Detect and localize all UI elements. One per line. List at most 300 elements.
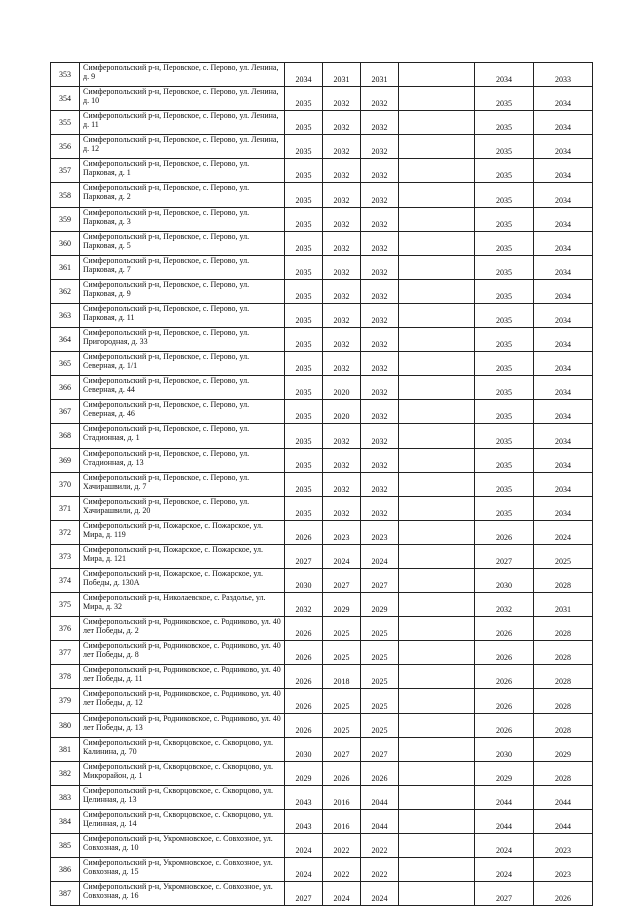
year-cell-3: 2032 [361,135,399,159]
year-cell-5: 2035 [475,255,534,279]
table-row [51,858,593,882]
year-cell-1: 2035 [285,207,323,231]
year-cell-6: 2034 [534,328,593,352]
year-cell-2: 2032 [323,496,361,520]
year-cell-1: 2026 [285,520,323,544]
table-row [51,255,593,279]
year-cell-5: 2034 [475,63,534,87]
year-cell-1: 2035 [285,424,323,448]
address-cell: Симферопольский р-н, Перовское, с. Перово, ул. Ленина, д. 10 [80,87,285,111]
year-cell-6: 2028 [534,665,593,689]
empty-cell [399,665,475,689]
year-cell-6: 2034 [534,111,593,135]
table-row [51,761,593,785]
year-cell-3: 2032 [361,472,399,496]
table-row [51,689,593,713]
address-register-table [50,62,593,906]
year-cell-3: 2032 [361,328,399,352]
year-cell-5: 2026 [475,520,534,544]
year-cell-2: 2020 [323,376,361,400]
year-cell-1: 2030 [285,568,323,592]
address-cell: Симферопольский р-н, Скворцовское, с. Скворцово, ул. Целинная, д. 13 [80,785,285,809]
empty-cell [399,593,475,617]
year-cell-2: 2025 [323,617,361,641]
row-number: 373 [51,544,80,568]
year-cell-1: 2024 [285,858,323,882]
empty-cell [399,617,475,641]
year-cell-3: 2032 [361,448,399,472]
year-cell-3: 2024 [361,882,399,906]
year-cell-2: 2024 [323,882,361,906]
year-cell-6: 2028 [534,617,593,641]
table-row [51,665,593,689]
table-row [51,328,593,352]
year-cell-3: 2032 [361,87,399,111]
year-cell-2: 2032 [323,279,361,303]
row-number: 361 [51,255,80,279]
year-cell-2: 2032 [323,159,361,183]
row-number: 357 [51,159,80,183]
year-cell-2: 2032 [323,352,361,376]
year-cell-2: 2032 [323,472,361,496]
year-cell-5: 2035 [475,231,534,255]
empty-cell [399,520,475,544]
row-number: 363 [51,303,80,327]
empty-cell [399,809,475,833]
year-cell-6: 2034 [534,159,593,183]
year-cell-3: 2025 [361,665,399,689]
empty-cell [399,761,475,785]
address-cell: Симферопольский р-н, Пожарское, с. Пожарское, ул. Мира, д. 119 [80,520,285,544]
year-cell-5: 2026 [475,641,534,665]
year-cell-6: 2028 [534,641,593,665]
address-cell: Симферопольский р-н, Перовское, с. Перово, ул. Северная, д. 1/1 [80,352,285,376]
year-cell-3: 2025 [361,617,399,641]
table-body [51,63,593,906]
year-cell-1: 2035 [285,231,323,255]
address-cell: Симферопольский р-н, Родниковское, с. Родниково, ул. 40 лет Победы, д. 12 [80,689,285,713]
year-cell-3: 2031 [361,63,399,87]
address-cell: Симферопольский р-н, Перовское, с. Перово, ул. Парковая, д. 3 [80,207,285,231]
row-number: 378 [51,665,80,689]
year-cell-6: 2034 [534,255,593,279]
empty-cell [399,328,475,352]
row-number: 355 [51,111,80,135]
year-cell-5: 2029 [475,761,534,785]
row-number: 353 [51,63,80,87]
empty-cell [399,87,475,111]
address-cell: Симферопольский р-н, Укромновское, с. Совхозное, ул. Совхозная, д. 16 [80,882,285,906]
year-cell-3: 2026 [361,761,399,785]
empty-cell [399,834,475,858]
year-cell-6: 2034 [534,135,593,159]
year-cell-1: 2032 [285,593,323,617]
table-row [51,352,593,376]
row-number: 376 [51,617,80,641]
address-cell: Симферопольский р-н, Перовское, с. Перово, ул. Парковая, д. 11 [80,303,285,327]
year-cell-2: 2029 [323,593,361,617]
year-cell-6: 2034 [534,207,593,231]
table-row [51,472,593,496]
table-row [51,568,593,592]
empty-cell [399,135,475,159]
row-number: 386 [51,858,80,882]
row-number: 365 [51,352,80,376]
row-number: 368 [51,424,80,448]
year-cell-1: 2029 [285,761,323,785]
row-number: 385 [51,834,80,858]
year-cell-3: 2032 [361,279,399,303]
year-cell-6: 2024 [534,520,593,544]
row-number: 372 [51,520,80,544]
year-cell-1: 2043 [285,785,323,809]
year-cell-6: 2033 [534,63,593,87]
table-row [51,207,593,231]
empty-cell [399,544,475,568]
table-row [51,424,593,448]
year-cell-6: 2034 [534,400,593,424]
year-cell-3: 2032 [361,303,399,327]
table-row [51,544,593,568]
year-cell-1: 2027 [285,882,323,906]
row-number: 381 [51,737,80,761]
address-cell: Симферопольский р-н, Перовское, с. Перово, ул. Пригородная, д. 33 [80,328,285,352]
empty-cell [399,568,475,592]
year-cell-6: 2023 [534,858,593,882]
year-cell-2: 2032 [323,448,361,472]
row-number: 358 [51,183,80,207]
empty-cell [399,882,475,906]
year-cell-1: 2035 [285,183,323,207]
year-cell-2: 2025 [323,641,361,665]
year-cell-1: 2026 [285,665,323,689]
year-cell-3: 2032 [361,352,399,376]
year-cell-1: 2043 [285,809,323,833]
year-cell-3: 2022 [361,834,399,858]
year-cell-2: 2032 [323,424,361,448]
row-number: 377 [51,641,80,665]
row-number: 369 [51,448,80,472]
table-row [51,520,593,544]
table-row [51,303,593,327]
year-cell-1: 2035 [285,496,323,520]
year-cell-1: 2026 [285,713,323,737]
address-cell: Симферопольский р-н, Скворцовское, с. Скворцово, ул. Микрорайон, д. 1 [80,761,285,785]
year-cell-5: 2024 [475,834,534,858]
empty-cell [399,231,475,255]
year-cell-2: 2016 [323,785,361,809]
row-number: 360 [51,231,80,255]
row-number: 380 [51,713,80,737]
empty-cell [399,376,475,400]
empty-cell [399,472,475,496]
year-cell-3: 2025 [361,689,399,713]
year-cell-2: 2025 [323,713,361,737]
year-cell-1: 2035 [285,448,323,472]
table-row [51,279,593,303]
year-cell-1: 2035 [285,472,323,496]
year-cell-2: 2020 [323,400,361,424]
year-cell-5: 2035 [475,279,534,303]
year-cell-3: 2024 [361,544,399,568]
year-cell-3: 2027 [361,737,399,761]
year-cell-6: 2034 [534,376,593,400]
year-cell-5: 2035 [475,376,534,400]
year-cell-3: 2029 [361,593,399,617]
address-cell: Симферопольский р-н, Скворцовское, с. Скворцово, ул. Целинная, д. 14 [80,809,285,833]
year-cell-6: 2028 [534,713,593,737]
year-cell-2: 2026 [323,761,361,785]
year-cell-2: 2022 [323,858,361,882]
empty-cell [399,737,475,761]
address-cell: Симферопольский р-н, Перовское, с. Перово, ул. Северная, д. 46 [80,400,285,424]
year-cell-1: 2035 [285,135,323,159]
year-cell-5: 2027 [475,882,534,906]
year-cell-1: 2035 [285,159,323,183]
year-cell-6: 2044 [534,809,593,833]
year-cell-2: 2032 [323,87,361,111]
year-cell-3: 2032 [361,231,399,255]
row-number: 384 [51,809,80,833]
year-cell-5: 2035 [475,303,534,327]
empty-cell [399,352,475,376]
year-cell-2: 2032 [323,207,361,231]
table-row [51,737,593,761]
year-cell-5: 2035 [475,159,534,183]
year-cell-3: 2032 [361,159,399,183]
row-number: 387 [51,882,80,906]
year-cell-2: 2032 [323,255,361,279]
address-cell: Симферопольский р-н, Пожарское, с. Пожарское, ул. Мира, д. 121 [80,544,285,568]
address-cell: Симферопольский р-н, Перовское, с. Перово, ул. Парковая, д. 5 [80,231,285,255]
year-cell-5: 2035 [475,424,534,448]
address-cell: Симферопольский р-н, Перовское, с. Перово, ул. Стадионная, д. 13 [80,448,285,472]
year-cell-1: 2035 [285,376,323,400]
year-cell-6: 2034 [534,303,593,327]
year-cell-6: 2029 [534,737,593,761]
empty-cell [399,858,475,882]
year-cell-2: 2023 [323,520,361,544]
empty-cell [399,207,475,231]
year-cell-5: 2035 [475,183,534,207]
address-cell: Симферопольский р-н, Перовское, с. Перово, ул. Стадионная, д. 1 [80,424,285,448]
year-cell-2: 2032 [323,135,361,159]
year-cell-2: 2027 [323,568,361,592]
year-cell-3: 2044 [361,785,399,809]
row-number: 371 [51,496,80,520]
table-row [51,376,593,400]
year-cell-1: 2035 [285,87,323,111]
year-cell-6: 2044 [534,785,593,809]
table-row [51,63,593,87]
year-cell-3: 2023 [361,520,399,544]
year-cell-6: 2034 [534,87,593,111]
year-cell-5: 2035 [475,448,534,472]
year-cell-3: 2032 [361,376,399,400]
year-cell-6: 2028 [534,761,593,785]
year-cell-5: 2030 [475,737,534,761]
address-cell: Симферопольский р-н, Перовское, с. Перово, ул. Парковая, д. 1 [80,159,285,183]
row-number: 382 [51,761,80,785]
empty-cell [399,641,475,665]
table-row [51,713,593,737]
year-cell-6: 2034 [534,279,593,303]
address-cell: Симферопольский р-н, Укромновское, с. Совхозное, ул. Совхозная, д. 15 [80,858,285,882]
address-cell: Симферопольский р-н, Перовское, с. Перово, ул. Парковая, д. 7 [80,255,285,279]
year-cell-5: 2030 [475,568,534,592]
year-cell-3: 2032 [361,207,399,231]
year-cell-5: 2035 [475,352,534,376]
address-cell: Симферопольский р-н, Перовское, с. Перово, ул. Ленина, д. 9 [80,63,285,87]
year-cell-1: 2035 [285,279,323,303]
table-row [51,809,593,833]
year-cell-1: 2035 [285,111,323,135]
row-number: 379 [51,689,80,713]
year-cell-5: 2044 [475,785,534,809]
year-cell-2: 2016 [323,809,361,833]
table-row [51,231,593,255]
year-cell-2: 2022 [323,834,361,858]
empty-cell [399,303,475,327]
address-cell: Симферопольский р-н, Перовское, с. Перово, ул. Ленина, д. 12 [80,135,285,159]
year-cell-3: 2032 [361,111,399,135]
year-cell-5: 2027 [475,544,534,568]
address-cell: Симферопольский р-н, Перовское, с. Перово, ул. Северная, д. 44 [80,376,285,400]
year-cell-6: 2034 [534,231,593,255]
address-cell: Симферопольский р-н, Родниковское, с. Родниково, ул. 40 лет Победы, д. 11 [80,665,285,689]
address-cell: Симферопольский р-н, Николаевское, с. Раздолье, ул. Мира, д. 32 [80,593,285,617]
year-cell-3: 2032 [361,424,399,448]
row-number: 362 [51,279,80,303]
year-cell-6: 2031 [534,593,593,617]
year-cell-5: 2035 [475,207,534,231]
table-row [51,159,593,183]
year-cell-3: 2032 [361,496,399,520]
year-cell-6: 2026 [534,882,593,906]
year-cell-2: 2025 [323,689,361,713]
address-cell: Симферопольский р-н, Перовское, с. Перово, ул. Парковая, д. 9 [80,279,285,303]
row-number: 375 [51,593,80,617]
year-cell-5: 2035 [475,111,534,135]
address-cell: Симферопольский р-н, Родниковское, с. Родниково, ул. 40 лет Победы, д. 2 [80,617,285,641]
table-row [51,834,593,858]
year-cell-3: 2032 [361,400,399,424]
year-cell-5: 2035 [475,472,534,496]
year-cell-6: 2034 [534,472,593,496]
year-cell-1: 2026 [285,689,323,713]
table-row [51,400,593,424]
address-cell: Симферопольский р-н, Родниковское, с. Родниково, ул. 40 лет Победы, д. 13 [80,713,285,737]
year-cell-2: 2031 [323,63,361,87]
empty-cell [399,689,475,713]
year-cell-6: 2023 [534,834,593,858]
table-row [51,111,593,135]
year-cell-5: 2035 [475,400,534,424]
table-row [51,641,593,665]
year-cell-1: 2035 [285,400,323,424]
address-cell: Симферопольский р-н, Пожарское, с. Пожарское, ул. Победы, д. 130А [80,568,285,592]
address-cell: Симферопольский р-н, Родниковское, с. Родниково, ул. 40 лет Победы, д. 8 [80,641,285,665]
year-cell-2: 2032 [323,111,361,135]
year-cell-1: 2035 [285,255,323,279]
year-cell-5: 2035 [475,328,534,352]
empty-cell [399,255,475,279]
year-cell-3: 2044 [361,809,399,833]
year-cell-2: 2032 [323,183,361,207]
year-cell-1: 2035 [285,352,323,376]
address-cell: Симферопольский р-н, Перовское, с. Перово, ул. Хачирашвили, д. 7 [80,472,285,496]
year-cell-6: 2034 [534,424,593,448]
address-cell: Симферопольский р-н, Перовское, с. Перово, ул. Ленина, д. 11 [80,111,285,135]
table-row [51,785,593,809]
year-cell-6: 2034 [534,448,593,472]
row-number: 359 [51,207,80,231]
year-cell-3: 2022 [361,858,399,882]
year-cell-1: 2030 [285,737,323,761]
row-number: 354 [51,87,80,111]
year-cell-3: 2032 [361,183,399,207]
year-cell-2: 2032 [323,231,361,255]
year-cell-2: 2027 [323,737,361,761]
year-cell-5: 2044 [475,809,534,833]
year-cell-1: 2035 [285,328,323,352]
year-cell-5: 2035 [475,496,534,520]
address-cell: Симферопольский р-н, Укромновское, с. Совхозное, ул. Совхозная, д. 10 [80,834,285,858]
table-row [51,882,593,906]
year-cell-5: 2035 [475,87,534,111]
table-row [51,183,593,207]
year-cell-6: 2034 [534,496,593,520]
year-cell-1: 2034 [285,63,323,87]
empty-cell [399,159,475,183]
address-cell: Симферопольский р-н, Перовское, с. Перово, ул. Парковая, д. 2 [80,183,285,207]
row-number: 374 [51,568,80,592]
year-cell-6: 2028 [534,568,593,592]
year-cell-2: 2024 [323,544,361,568]
year-cell-5: 2026 [475,713,534,737]
year-cell-3: 2032 [361,255,399,279]
address-cell: Симферопольский р-н, Перовское, с. Перово, ул. Хачирашвили, д. 20 [80,496,285,520]
year-cell-6: 2028 [534,689,593,713]
year-cell-5: 2035 [475,135,534,159]
table-row [51,617,593,641]
empty-cell [399,63,475,87]
row-number: 383 [51,785,80,809]
year-cell-3: 2025 [361,713,399,737]
year-cell-5: 2026 [475,665,534,689]
row-number: 364 [51,328,80,352]
empty-cell [399,111,475,135]
year-cell-6: 2025 [534,544,593,568]
year-cell-5: 2026 [475,689,534,713]
empty-cell [399,279,475,303]
table-row [51,593,593,617]
table-row [51,135,593,159]
row-number: 370 [51,472,80,496]
table-row [51,87,593,111]
empty-cell [399,496,475,520]
year-cell-5: 2024 [475,858,534,882]
year-cell-2: 2032 [323,303,361,327]
year-cell-5: 2032 [475,593,534,617]
row-number: 367 [51,400,80,424]
year-cell-6: 2034 [534,183,593,207]
empty-cell [399,183,475,207]
table-row [51,448,593,472]
empty-cell [399,448,475,472]
year-cell-1: 2027 [285,544,323,568]
address-cell: Симферопольский р-н, Скворцовское, с. Скворцово, ул. Калинина, д. 70 [80,737,285,761]
